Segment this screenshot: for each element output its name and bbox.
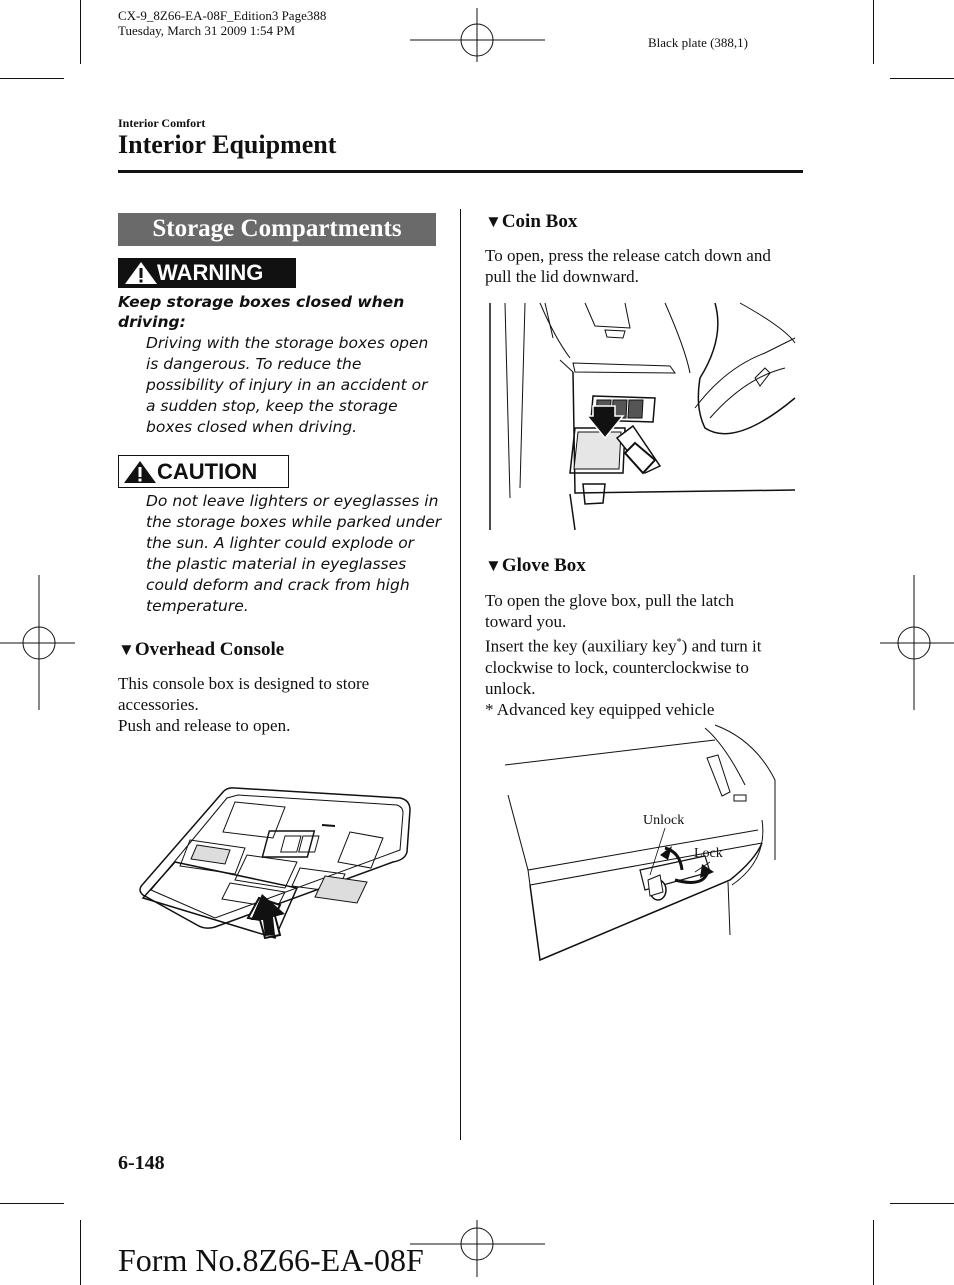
warning-heading: [118, 292, 404, 333]
glove-line: toward you.: [485, 612, 567, 631]
glove-line: clockwise to lock, counterclockwise to: [485, 657, 749, 677]
title-rule: [118, 170, 803, 173]
coin-box-text: [485, 245, 771, 287]
warning-line: Driving with the storage boxes open: [146, 334, 429, 352]
warning-badge: [118, 258, 296, 288]
glove-line3-post: ) and turn it: [681, 636, 762, 656]
overhead-line: Push and release to open.: [118, 716, 291, 735]
page-title: Interior Equipment: [118, 130, 337, 159]
registration-mark-right: [880, 575, 954, 710]
glove-box-text: [485, 590, 803, 720]
triangle-icon: ▼: [118, 640, 135, 659]
caution-icon: [121, 458, 159, 486]
registration-mark-left: [0, 575, 75, 710]
caution-line: could deform and crack from high: [146, 576, 410, 594]
coin-line: pull the lid downward.: [485, 267, 639, 286]
glove-box-illustration: [500, 720, 800, 965]
caution-badge: [118, 455, 289, 488]
registration-mark-bottom: [410, 1215, 545, 1285]
lock-label: Lock: [694, 846, 723, 861]
coin-box-heading: [485, 211, 577, 233]
glove-line: [485, 632, 803, 657]
triangle-icon: ▼: [485, 556, 502, 575]
glove-line: To open the glove box, pull the latch: [485, 591, 735, 610]
glove-line3-pre: Insert the key (auxiliary key: [485, 636, 677, 656]
storage-compartments-title: Storage Compartments: [118, 213, 436, 246]
overhead-heading-text: Overhead Console: [134, 639, 285, 660]
section-label: Interior Comfort: [118, 116, 206, 130]
warning-heading-line: driving:: [118, 313, 186, 331]
print-header-line2: Tuesday, March 31 2009 1:54 PM: [118, 23, 296, 38]
caution-line: the sun. A lighter could explode or: [146, 534, 415, 552]
overhead-console-text: [118, 673, 369, 736]
print-header: [118, 8, 326, 38]
warning-line: a sudden stop, keep the storage: [146, 397, 398, 415]
warning-line: boxes closed when driving.: [146, 418, 358, 436]
warning-icon: [121, 259, 161, 287]
registration-mark-top: [410, 0, 545, 70]
glove-heading-text: Glove Box: [501, 555, 586, 576]
overhead-console-illustration: [135, 780, 420, 945]
glove-line: unlock.: [485, 678, 536, 698]
form-number: Form No.8Z66-EA-08F: [118, 1242, 424, 1278]
warning-label: WARNING: [157, 260, 264, 285]
warning-line: possibility of injury in an accident or: [146, 376, 428, 394]
caution-label: CAUTION: [157, 458, 258, 484]
overhead-line: This console box is designed to store: [118, 674, 370, 693]
asterisk-note-marker: *: [676, 637, 682, 648]
page-number: 6-148: [118, 1152, 165, 1174]
glove-footnote: * Advanced key equipped vehicle: [485, 699, 715, 719]
caution-text: [146, 491, 441, 617]
caution-line: Do not leave lighters or eyeglasses in: [146, 492, 439, 510]
coin-box-illustration: [485, 298, 800, 534]
triangle-icon: ▼: [485, 212, 502, 231]
glove-box-heading: [485, 555, 586, 577]
caution-line: temperature.: [146, 597, 249, 615]
warning-line: is dangerous. To reduce the: [146, 355, 362, 373]
coin-heading-text: Coin Box: [501, 211, 578, 232]
coin-line: To open, press the release catch down and: [485, 246, 771, 265]
warning-heading-line: Keep storage boxes closed when: [118, 293, 405, 311]
caution-line: the plastic material in eyeglasses: [146, 555, 407, 573]
overhead-line: accessories.: [118, 695, 199, 714]
unlock-label: Unlock: [643, 813, 685, 828]
overhead-console-heading: [118, 639, 284, 661]
warning-text: [146, 333, 428, 438]
column-divider: [460, 209, 461, 1140]
caution-line: the storage boxes while parked under: [146, 513, 442, 531]
print-header-line1: CX-9_8Z66-EA-08F_Edition3 Page388: [118, 8, 327, 23]
black-plate: Black plate (388,1): [648, 35, 748, 50]
